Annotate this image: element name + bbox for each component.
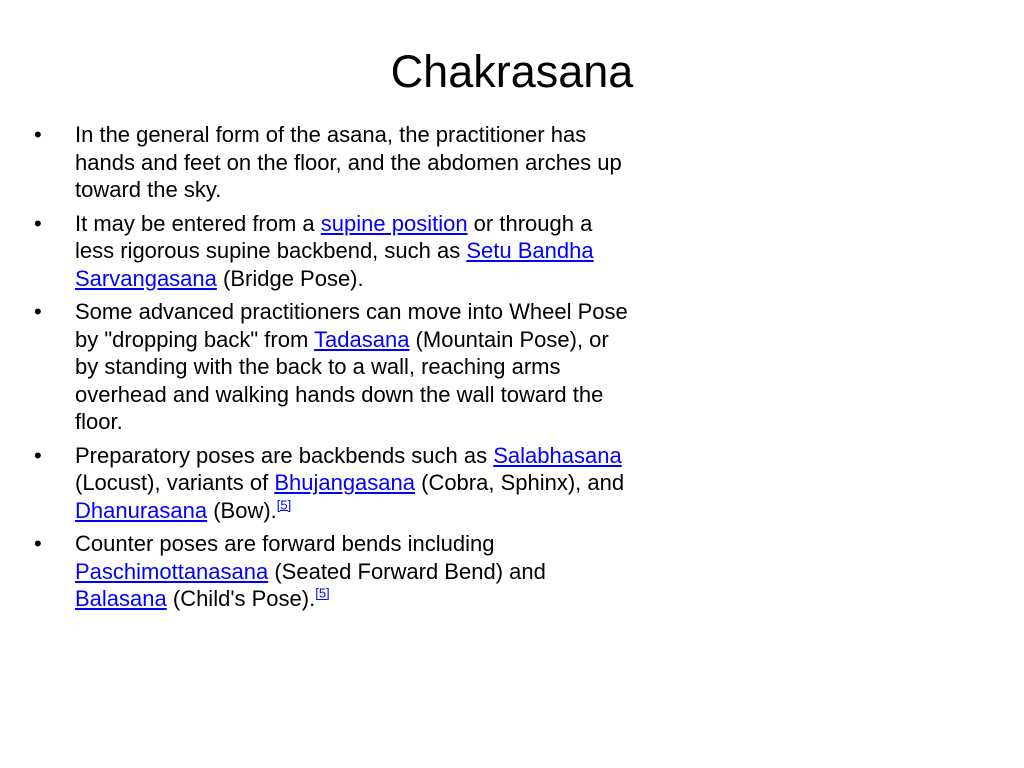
bullet-item bbox=[34, 121, 634, 204]
bullet-item bbox=[34, 298, 634, 436]
slide-title: Chakrasana bbox=[390, 46, 634, 97]
text-segment: In the general form of the asana, the practitioner has hands and feet on the floor, and the abdomen arches up toward the sky. bbox=[75, 122, 622, 202]
bullet-dot-icon: • bbox=[34, 442, 42, 468]
text-segment: (Bridge Pose). bbox=[216, 265, 364, 291]
bullet-dot-icon: • bbox=[34, 122, 42, 147]
bullet-dot-icon: • bbox=[34, 299, 42, 324]
link-paschimottanasana[interactable]: Paschimottanasana bbox=[75, 558, 269, 584]
text-segment: or through a less rigorous supine backbend, such as bbox=[75, 210, 593, 263]
text-segment: (Locust), variants of bbox=[75, 470, 275, 495]
bullet-text bbox=[75, 298, 634, 436]
text-segment: (Bow). bbox=[207, 497, 277, 523]
citation-link[interactable]: [5] bbox=[315, 585, 330, 601]
text-segment: It may be entered from a bbox=[75, 210, 321, 236]
citation-ref bbox=[315, 586, 329, 601]
bullet-item bbox=[34, 530, 634, 613]
text-segment: Preparatory poses are backbends such as bbox=[75, 442, 494, 468]
bullet-text bbox=[75, 442, 634, 525]
citation-ref bbox=[277, 497, 291, 512]
text-segment: (Cobra, Sphinx), and bbox=[415, 470, 625, 495]
citation-link[interactable]: [5] bbox=[276, 497, 292, 513]
bullet-list bbox=[34, 121, 634, 619]
bullet-dot-icon: • bbox=[34, 531, 42, 556]
link-balasana[interactable]: Balasana bbox=[75, 586, 167, 611]
link-salabhasana[interactable]: Salabhasana bbox=[493, 442, 622, 468]
bullet-item bbox=[34, 442, 634, 525]
bullet-dot-icon: • bbox=[34, 210, 42, 236]
bullet-item bbox=[34, 210, 634, 293]
text-segment: Some advanced practitioners can move into Wheel Pose by "dropping back" from bbox=[75, 299, 628, 352]
bullet-text bbox=[75, 530, 634, 613]
link-supine-position[interactable]: supine position bbox=[320, 210, 468, 236]
text-segment: (Child's Pose). bbox=[166, 586, 316, 611]
link-dhanurasana[interactable]: Dhanurasana bbox=[75, 497, 208, 523]
bullet-text bbox=[75, 121, 634, 204]
text-segment: (Seated Forward Bend) and bbox=[268, 558, 546, 584]
link-tadasana[interactable]: Tadasana bbox=[314, 326, 410, 352]
text-segment: (Mountain Pose), or by standing with the back to a wall, reaching arms overhead and walking hands down the wall toward the floor. bbox=[75, 326, 609, 434]
link-bhujangasana[interactable]: Bhujangasana bbox=[274, 470, 415, 495]
link-setu-bandha-sarvangasana[interactable]: Setu Bandha Sarvangasana bbox=[75, 238, 594, 291]
text-segment: Counter poses are forward bends including bbox=[75, 531, 495, 556]
bullet-text bbox=[75, 210, 634, 293]
